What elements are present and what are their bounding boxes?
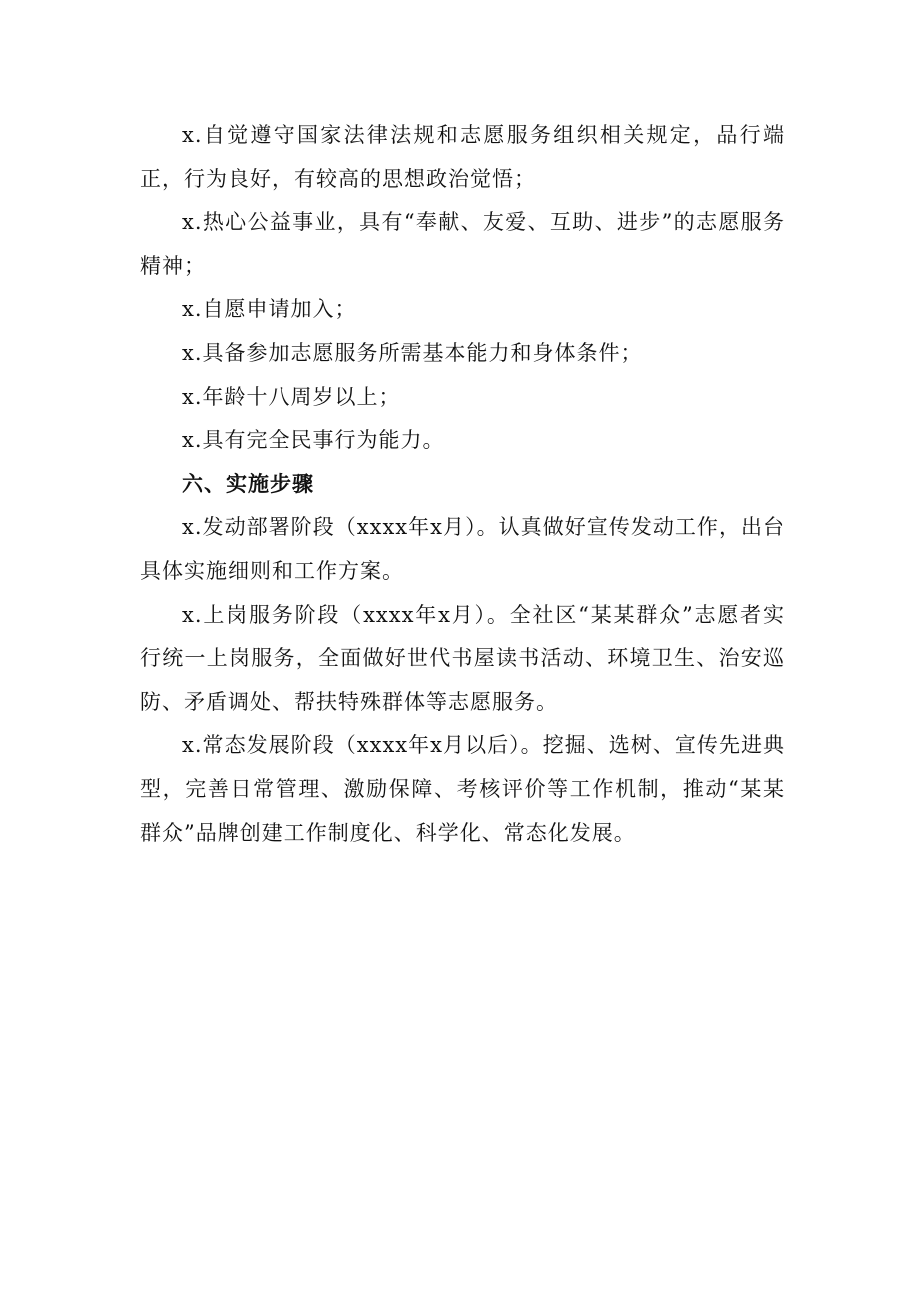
document-body <box>140 114 785 855</box>
step-paragraph: x.常态发展阶段（xxxx年x月以后）。挖掘、选树、宣传先进典型，完善日常管理、激励保障、考核评价等工作机制，推动“某某群众”品牌创建工作制度化、科学化、常态化发展。 <box>140 733 785 845</box>
requirement-paragraph: x.热心公益事业，具有“奉献、友爱、互助、进步”的志愿服务精神； <box>140 210 785 278</box>
step-paragraph: x.上岗服务阶段（xxxx年x月）。全社区“某某群众”志愿者实行统一上岗服务，全面做好世代书屋读书活动、环境卫生、治安巡防、矛盾调处、帮扶特殊群体等志愿服务。 <box>140 602 785 714</box>
requirement-paragraph: x.自觉遵守国家法律法规和志愿服务组织相关规定，品行端正，行为良好，有较高的思想政治觉悟； <box>140 123 785 191</box>
requirement-paragraph: x.自愿申请加入； <box>182 297 357 322</box>
requirement-paragraph: x.具备参加志愿服务所需基本能力和身体条件； <box>182 340 643 365</box>
requirement-paragraph: x.具有完全民事行为能力。 <box>182 428 445 453</box>
section-heading: 六、实施步骤 <box>182 471 314 496</box>
requirement-paragraph: x.年龄十八周岁以上； <box>182 384 401 409</box>
step-paragraph: x.发动部署阶段（xxxx年x月）。认真做好宣传发动工作，出台具体实施细则和工作方案。 <box>140 515 785 583</box>
